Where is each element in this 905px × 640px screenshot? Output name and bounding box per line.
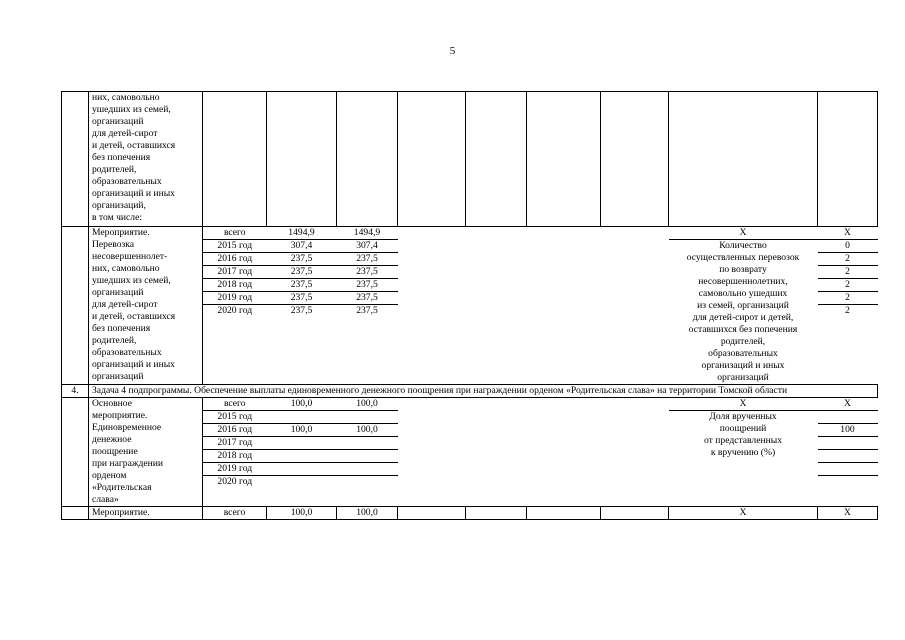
measure-name: Мероприятие.: [89, 507, 203, 520]
indicator-name: Х Количество осуществленных перевозок по возврату несовершеннолетних, самовольно ушедших из семей, организаций для детей-сирот и детей, оставшихся без попечения родителей, образовательных организаций и иных организаций: [669, 227, 818, 385]
measure-name: Основное мероприятие. Единовременное денежное поощрение при награждении орденом «Родительская слава»: [89, 398, 203, 507]
table-row: [62, 385, 878, 398]
total-column: 1494,9 307,4 237,5 237,5 237,5 237,5 237,5: [267, 227, 337, 385]
program-table: [61, 91, 877, 520]
table-row: [62, 227, 878, 385]
table-row: [62, 398, 878, 507]
page-number: 5: [449, 45, 456, 57]
measure-name: них, самовольно ушедших из семей, организаций для детей-сирот и детей, оставшихся без попечения родителей, образовательных организаций и иных организаций, в том числе:: [89, 92, 203, 227]
period-column: всего 2015 год 2016 год 2017 год 2018 год 2019 год 2020 год: [203, 398, 267, 507]
table-row: [62, 92, 878, 227]
period-column: всего 2015 год 2016 год 2017 год 2018 год 2019 год 2020 год: [203, 227, 267, 385]
total-column: 100,0 100,0: [267, 398, 337, 507]
table-row: Мероприятие. всего 100,0 100,0 Х Х: [62, 507, 878, 520]
task-header: Задача 4 подпрограммы. Обеспечение выплаты единовременного денежного поощрения при награждении орденом «Родительская слава» на территории Томской области: [89, 385, 878, 398]
measure-name: Мероприятие. Перевозка несовершеннолет- них, самовольно ушедших из семей, организаций для детей-сирот и детей, оставшихся без попечения родителей, образовательных организаций и иных организаций: [89, 227, 203, 385]
row-number: 4.: [62, 385, 89, 398]
indicator-values: Х 100: [818, 398, 878, 507]
budget-column: 1494,9 307,4 237,5 237,5 237,5 237,5 237,5: [337, 227, 398, 385]
indicator-name: Х Доля врученных поощрений от представленных к вручению (%): [669, 398, 818, 507]
budget-column: 100,0 100,0: [337, 398, 398, 507]
indicator-values: Х 0 2 2 2 2 2: [818, 227, 878, 385]
